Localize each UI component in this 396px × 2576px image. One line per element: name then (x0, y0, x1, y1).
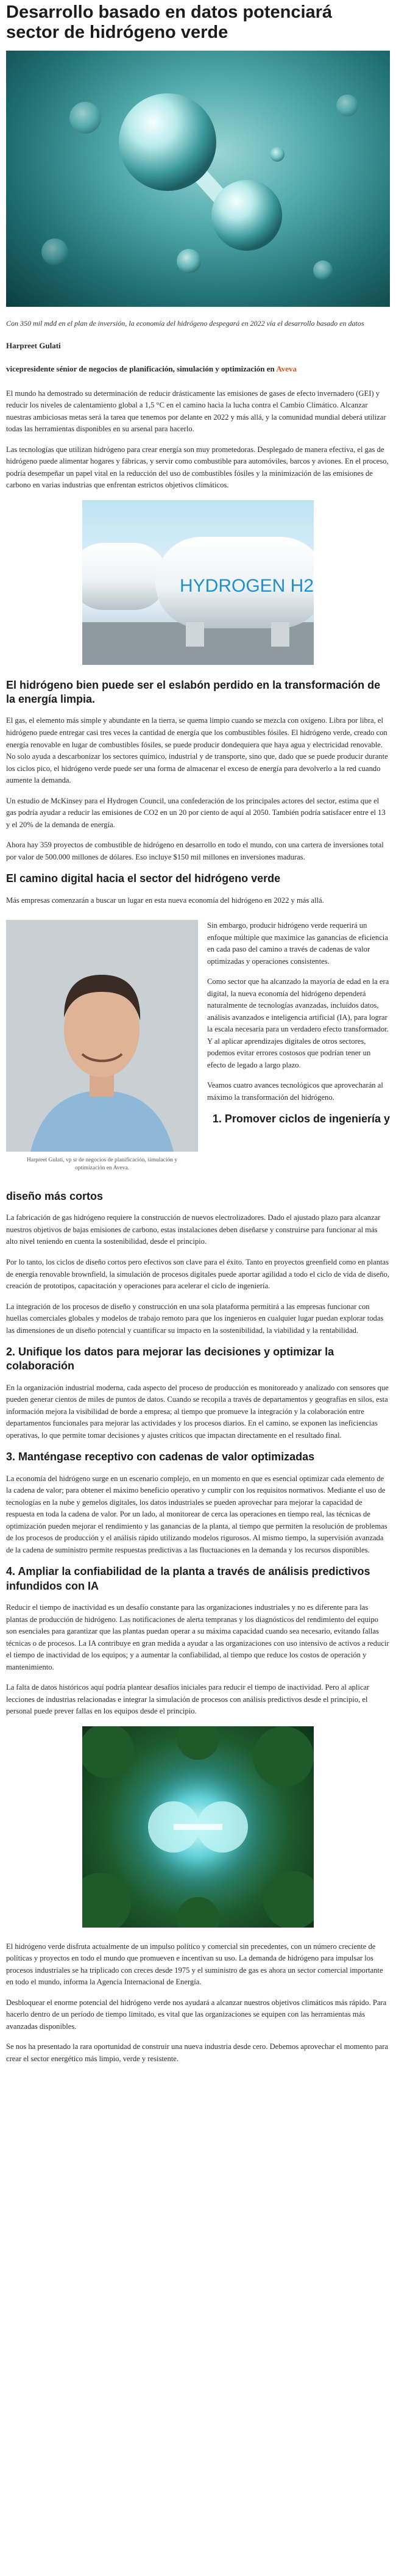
author-portrait-block (6, 920, 390, 1189)
forest-h2-image (82, 1726, 314, 1928)
author-portrait-illustration (6, 920, 198, 1152)
section-1-paragraph-3: Ahora hay 359 proyectos de combustible de hidrógeno en desarrollo en todo el mundo, con una cartera de inversiones total por valor de 500.000 millones de dólares. Eso incluye $150 mil millones en inversiones maduras. (6, 841, 384, 861)
side-paragraph-3: Veamos cuatro avances tecnológicos que aprovecharán al máximo la transformación del hidrógeno. (207, 1081, 383, 1102)
section-1-paragraph-2: Un estudio de McKinsey para el Hydrogen Council, una confederación de los principales actores del sector, estima que el gas podría ayudar a reducir las emisiones de CO2 en un 20 por ciento de aquí al 2050. También podría satisfacer entre el 13 y el 20% de la demanda de energía. (6, 796, 386, 829)
tank-label: HYDROGEN H2 (180, 575, 314, 596)
section-heading-4: 2. Unifique los datos para mejorar las decisiones y optimizar la colaboración (6, 1346, 334, 1372)
section-6-paragraph-1: Reducir el tiempo de inactividad es un desafío constante para las organizaciones industriales y no es diferente para las plantas de producción de hidrógeno. Las notificaciones de alerta tempranas y los diagnósticos del rendimiento del equipo son esenciales para garantizar que las plantas puedan operar a su máxima capacidad cuando sea necesario, evitando fallas técnicas o de procesos. La IA contribuye en gran medida a ayudar a las organizaciones con uso intensivo de activos a reducir el tiempo de inactividad de los equipos; y a aumentar la confiabilidad, al tiempo que reduce los costos de operación y mantenimiento. (6, 1603, 389, 1671)
section-heading-3-line-2: diseño más cortos (6, 1190, 104, 1203)
section-6-paragraph-2: La falta de datos históricos aquí podría plantear desafíos iniciales para reducir el tiempo de inactividad. Pero al aplicar lecciones de industrias relacionadas e integrar la simulación de procesos con análisis predictivos desde el principio, el personal puede prever fallas en los equipos desde el principio. (6, 1683, 370, 1716)
portrait-caption: Harpreet Gulati, vp sr de negocios de planificación, simulación y optimización en Aveva. (26, 1157, 178, 1172)
section-7-paragraph-1: El hidrógeno verde disfruta actualmente de un impulso político y comercial sin precedentes, con un número creciente de políticas y proyectos en todo el mundo que promueven e incentivan su uso. La demanda de hidrógeno para impulsar los procesos industriales se ha triplicado con creces desde 1975 y el suministro de gas es ahora un sector comercial importante en todo el mundo, informa la Agencia Internacional de Energía. (6, 1942, 383, 1987)
author-role-text: vicepresidente sénior de negocios de planificación, simulación y optimización en (6, 364, 277, 374)
section-heading-2: El camino digital hacia el sector del hidrógeno verde (6, 872, 281, 885)
hydrogen-molecule-illustration (6, 51, 390, 307)
hydrogen-tanks-image (82, 500, 314, 665)
section-heading-3-line-1: 1. Promover ciclos de ingeniería y (212, 1113, 390, 1125)
section-7-paragraph-2: Desbloquear el enorme potencial del hidrógeno verde nos ayudará a alcanzar nuestros objetivos climáticos más rápido. Para hacerlo dentro de un período de tiempo limitado, es vital que las organizaciones se equipen con las herramientas más avanzadas disponibles. (6, 1998, 387, 2031)
author-role (6, 363, 390, 375)
company-link[interactable]: Aveva (276, 364, 297, 374)
author-name: Harpreet Gulati (6, 341, 61, 351)
section-heading-1: El hidrógeno bien puede ser el eslabón perdido en la transformación de la energía limpia. (6, 678, 381, 706)
section-7-paragraph-3: Se nos ha presentado la rara oportunidad de construir una nueva industria desde cero. Debemos aprovechar el momento para crear el sector energético más limpio, verde y resistente. (6, 2042, 389, 2063)
intro-paragraph-1: El mundo ha demostrado su determinación de reducir drásticamente las emisiones de gases de efecto invernadero (GEI) y reducir los niveles de calentamiento global a 1,5 °C en el camino hacia la lucha contra el Cambio Climático. Alcanzar nuestras ambiciosas metas será la tarea que tenemos por delante en 2022 y más allá, y la comunidad mundial deberá utilizar todas las herramientas disponibles en su arsenal para hacerlo. (6, 389, 386, 434)
section-5-paragraph-1: La economía del hidrógeno surge en un escenario complejo, en un momento en que es esencial optimizar cada elemento de la cadena de valor; para obtener el máximo beneficio operativo y cumplir con los requisitos normativos. Mediante el uso de tecnologías en la nube y gemelos digitales, los datos industriales se pueden aprovechar para mejorar la capacidad de respuesta en toda la cadena de valor. Por un lado, al monitorear de cerca las operaciones en tiempo real, las técnicas de optimización pueden mejorar el rendimiento y las ganancias de la planta, al tiempo que permiten la resolución de problemas de los procesos de producción y el análisis rápido utilizando modelos rigurosos. Al mismo tiempo, la supervisión avanzada de la cadena de suministro permite respuestas predictivas a las fluctuaciones en la demanda y los recursos disponibles. (6, 1474, 387, 1554)
author-portrait (6, 920, 198, 1152)
forest-hydrogen-illustration (82, 1726, 314, 1928)
hero-caption: Con 350 mil mdd en el plan de inversión, la economía del hidrógeno despegará en 2022 vía el desarrollo basado en datos (6, 318, 364, 328)
side-paragraph-2: Como sector que ha alcanzado la mayoría de edad en la era digital, la nueva economía del hidrógeno dependerá naturalmente de tecnologías avanzadas, incluidos datos, análisis avanzados e inteligencia artificial (IA), para lograr la escala necesaria para un verdadero efecto transformador. Y al aplicar aprendizajes digitales de otros sectores, podemos evitar errores costosos que podrían tener un efecto de legado a largo plazo. (207, 977, 389, 1069)
section-heading-6: 4. Ampliar la confiabilidad de la planta a través de análisis predictivos infundidos con IA (6, 1565, 370, 1592)
article-title: Desarrollo basado en datos potenciará sector de hidrógeno verde (6, 2, 333, 43)
section-4-paragraph-1: En la organización industrial moderna, cada aspecto del proceso de producción es monitoreado y analizado con sensores que pueden generar cientos de miles de puntos de datos. Cuando se recopila a través de departamentos y geografías en silos, esta información mejora la visibilidad de borde a empresa; al tiempo que promueve la integración y la colaboración entre departamentos funcionales para mejorar las actividades y los procesos diarios. En el camino, se exponen las ineficiencias operativas, lo que permite tomar decisiones y ajustes críticos que impactan directamente en el resultado final. (6, 1383, 389, 1440)
hero-image (6, 51, 390, 307)
section-heading-5: 3. Manténgase receptivo con cadenas de valor optimizadas (6, 1451, 315, 1463)
section-3-paragraph-3: La integración de los procesos de diseño y construcción en una sola plataforma permitirá a las empresas funcionar con huellas comerciales globales y modelos de trabajo remoto para que los ingenieros en cualquier lugar puedan explorar todas las dimensiones de un diseño potencial y cuantificar su impacto en la sostenibilidad, la viabilidad y la rentabilidad. (6, 1302, 384, 1335)
side-paragraph-1: Sin embargo, producir hidrógeno verde requerirá un enfoque múltiple que maximice las ganancias de eficiencia en cada paso del camino a través de cadenas de valor optimizadas y operaciones consistentes. (207, 921, 388, 966)
section-3-paragraph-2: Por lo tanto, los ciclos de diseño cortos pero efectivos son clave para el éxito. Tanto en proyectos greenfield como en plantas de energía renovable brownfield, la simulación de procesos digitales puede aportar agilidad a todo el ciclo de vida de diseño, creación de prototipos, capacitación y operaciones para acelerar el ciclo de ingeniería. (6, 1257, 389, 1291)
section-1-paragraph-1: El gas, el elemento más simple y abundante en la tierra, se quema limpio cuando se mezcla con oxígeno. Libra por libra, el hidrógeno puede entregar casi tres veces la cantidad de energía que los combustibles fósiles. El hidrógeno verde, creado con energía renovable en lugar de combustibles fósiles, se puede producir dondequiera que haya agua y electricidad renovable. No solo ayuda a descarbonizar los sectores químico, industrial y de transporte, sino que, dado que se puede producir durante los ciclos pico, el hidrógeno verde puede ser una forma de almacenar el exceso de energía para devolverlo a la red cuando aumente la demanda. (6, 716, 388, 785)
portrait-side-text (207, 920, 390, 1127)
hydrogen-tank-illustration (82, 500, 314, 665)
section-3-paragraph-1: La fabricación de gas hidrógeno requiere la construcción de nuevos electrolizadores. Dado el ajustado plazo para alcanzar nuestros objetivos de bajas emisiones de carbono, estas instalaciones deben diseñarse y construirse para funcionar al más alto nivel teniendo en cuenta la sostenibilidad, desde el principio. (6, 1213, 381, 1246)
section-2-paragraph-1: Más empresas comenzarán a buscar un lugar en esta nueva economía del hidrógeno en 2022 y más allá. (6, 895, 324, 905)
intro-paragraph-2: Las tecnologías que utilizan hidrógeno para crear energía son muy prometedoras. Desplegado de manera efectiva, el gas de hidrógeno puede alimentar hogares y fábricas, y servir como combustible para automóviles, barcos y aviones. En el proceso, podría desempeñar un papel vital en la reducción del uso de combustibles fósiles y la minimización de las emisiones de carbono en varias industrias que enfrentan estrictos objetivos climáticos. (6, 445, 389, 490)
